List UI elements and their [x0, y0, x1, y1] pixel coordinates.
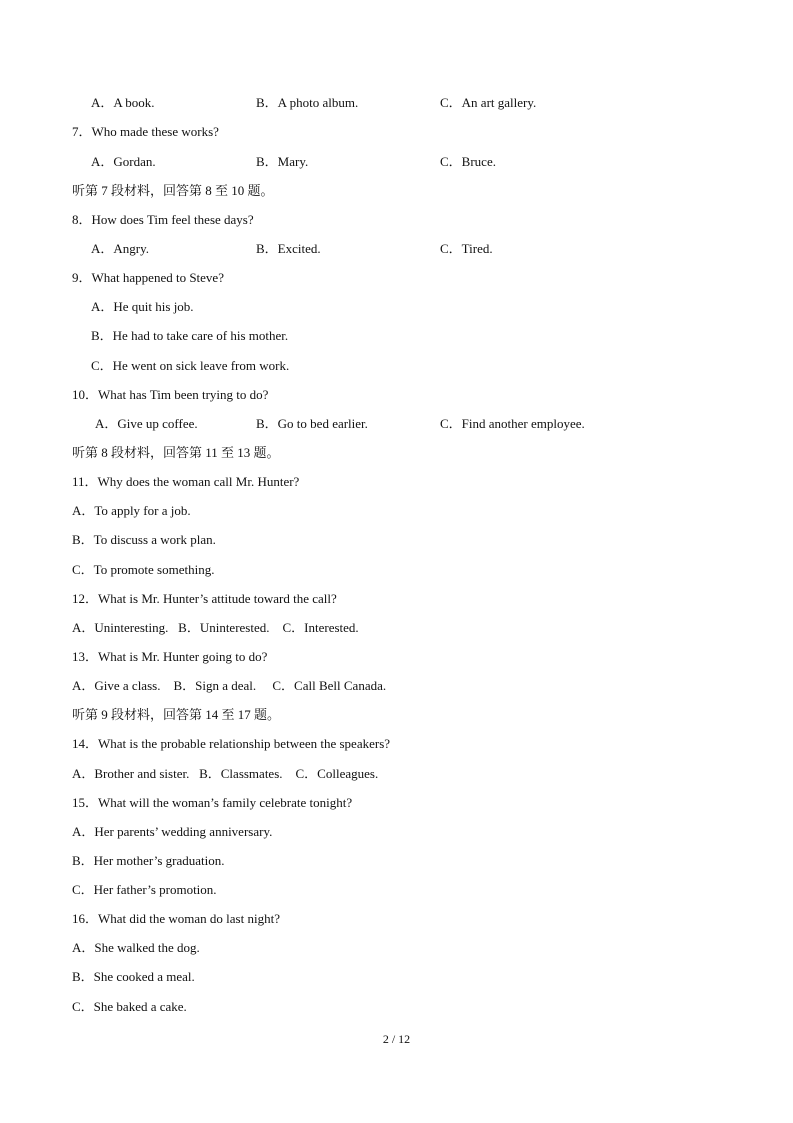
section-9-heading: 听第 9 段材料，回答第 14 至 17 题。 — [72, 707, 281, 722]
q12-stem: 12．What is Mr. Hunter’s attitude toward the call? — [72, 591, 337, 606]
q16-option-b: B．She cooked a meal. — [72, 969, 195, 984]
q15-option-c: C．Her father’s promotion. — [72, 882, 217, 897]
q6-option-c: C．An art gallery. — [440, 95, 537, 110]
q16-option-c: C．She baked a cake. — [72, 999, 187, 1014]
q6-option-b: B．A photo album. — [256, 95, 359, 110]
q8-stem: 8．How does Tim feel these days? — [72, 212, 254, 227]
q8-option-b: B．Excited. — [256, 241, 321, 256]
q15-option-b: B．Her mother’s graduation. — [72, 853, 225, 868]
q7-option-a: A．Gordan. — [91, 154, 156, 169]
q13-stem: 13．What is Mr. Hunter going to do? — [72, 649, 268, 664]
q13-options: A．Give a class. B．Sign a deal. C．Call Bell Canada. — [72, 678, 387, 693]
q9-option-a: A．He quit his job. — [91, 299, 194, 314]
q9-option-b: B．He had to take care of his mother. — [91, 328, 289, 343]
q14-options: A．Brother and sister. B．Classmates. C．Colleagues. — [72, 766, 379, 781]
q10-option-a: A．Give up coffee. — [95, 416, 198, 431]
q12-options: A．Uninteresting. B．Uninterested. C．Interested. — [72, 620, 359, 635]
q8-option-a: A．Angry. — [91, 241, 150, 256]
q7-stem: 7．Who made these works? — [72, 124, 219, 139]
section-7-heading: 听第 7 段材料，回答第 8 至 10 题。 — [72, 183, 274, 198]
q15-stem: 15．What will the woman’s family celebrate tonight? — [72, 795, 353, 810]
section-8-heading: 听第 8 段材料，回答第 11 至 13 题。 — [72, 445, 280, 460]
q6-option-a: A．A book. — [91, 95, 155, 110]
q16-stem: 16．What did the woman do last night? — [72, 911, 280, 926]
q8-option-c: C．Tired. — [440, 241, 493, 256]
q11-option-a: A．To apply for a job. — [72, 503, 191, 518]
q9-option-c: C．He went on sick leave from work. — [91, 358, 290, 373]
q11-option-b: B．To discuss a work plan. — [72, 532, 216, 547]
page-number: 2 / 12 — [382, 1032, 411, 1046]
q15-option-a: A．Her parents’ wedding anniversary. — [72, 824, 273, 839]
q11-stem: 11．Why does the woman call Mr. Hunter? — [72, 474, 300, 489]
q7-option-b: B．Mary. — [256, 154, 309, 169]
q14-stem: 14．What is the probable relationship between the speakers? — [72, 736, 391, 751]
q11-option-c: C．To promote something. — [72, 562, 215, 577]
q9-stem: 9．What happened to Steve? — [72, 270, 224, 285]
q10-stem: 10．What has Tim been trying to do? — [72, 387, 269, 402]
q16-option-a: A．She walked the dog. — [72, 940, 200, 955]
q10-option-b: B．Go to bed earlier. — [256, 416, 368, 431]
q10-option-c: C．Find another employee. — [440, 416, 585, 431]
q7-option-c: C．Bruce. — [440, 154, 496, 169]
